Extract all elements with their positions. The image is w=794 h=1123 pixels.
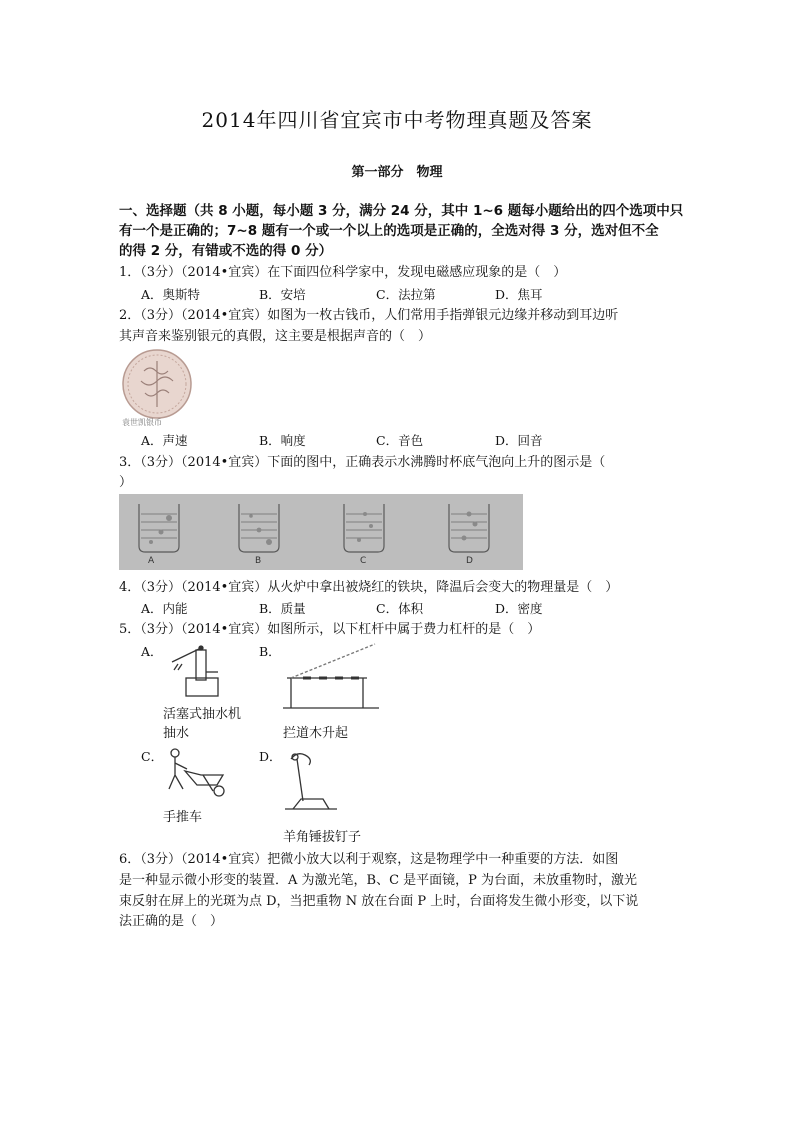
q5-caption-b: 拦道木升起 — [283, 726, 349, 741]
q5-letter-b: B． — [259, 644, 281, 659]
part-subtitle: 第一部分 物理 — [351, 165, 443, 180]
q2-stem-line-1: 2．（3分）（2014•宜宾）如图为一枚古钱币，人们常用手指弹银元边缘并移动到耳边听 — [119, 308, 619, 323]
q3-stem-line-1: 3．（3分）（2014•宜宾）下面的图中，正确表示水沸腾时杯底气泡向上升的图示是（ — [119, 455, 606, 470]
q2-option-a: A．声速 — [141, 433, 188, 448]
q1-option-b: B．安培 — [259, 287, 306, 302]
wheelbarrow-image — [163, 747, 233, 805]
q5-caption-a-line-1: 活塞式抽水机 — [163, 707, 242, 722]
q1-option-c: C．法拉第 — [376, 287, 436, 302]
beaker-label-a: A — [148, 556, 155, 566]
q4-option-c: C．体积 — [376, 601, 424, 616]
q5-letter-a: A． — [141, 644, 163, 659]
q6-stem-line-1: 6．（3分）（2014•宜宾）把微小放大以利于观察，这是物理学中一种重要的方法．如图 — [119, 852, 619, 867]
q4-stem: 4．（3分）（2014•宜宾）从火炉中拿出被烧红的铁块，降温后会变大的物理量是（ ） — [119, 580, 619, 595]
q4-option-b: B．质量 — [259, 601, 306, 616]
section-heading-line-1: 一、选择题（共 8 小题，每小题 3 分，满分 24 分，其中 1~6 题每小题给出的四个选项中只 — [119, 203, 684, 219]
q6-stem-line-4: 法正确的是（ ） — [119, 914, 224, 929]
q2-option-d: D．回音 — [495, 433, 543, 448]
claw-hammer-image — [283, 747, 339, 813]
q1-option-d: D．焦耳 — [495, 287, 543, 302]
q5-stem: 5．（3分）（2014•宜宾）如图所示，以下杠杆中属于费力杠杆的是（ ） — [119, 622, 541, 637]
q1-stem: 1．（3分）（2014•宜宾）在下面四位科学家中，发现电磁感应现象的是（ ） — [119, 265, 567, 280]
q5-letter-d: D． — [259, 749, 282, 764]
q1-option-a: A．奥斯特 — [141, 287, 201, 302]
q6-stem-line-3: 束反射在屏上的光斑为点 D，当把重物 N 放在台面 P 上时，台面将发生微小形变，以下说 — [119, 894, 639, 909]
section-heading-line-3: 的得 2 分，有错或不选的得 0 分） — [119, 243, 333, 259]
beaker-label-d: D — [466, 556, 473, 566]
beaker-label-b: B — [255, 556, 262, 566]
q5-letter-c: C． — [141, 749, 164, 764]
q4-option-a: A．内能 — [141, 601, 188, 616]
beakers-image — [119, 494, 523, 570]
beaker-label-c: C — [360, 556, 367, 566]
q2-option-c: C．音色 — [376, 433, 424, 448]
q3-stem-line-2: ） — [119, 475, 133, 490]
q4-option-d: D．密度 — [495, 601, 543, 616]
page-title: 2014年四川省宜宾市中考物理真题及答案 — [201, 108, 593, 132]
q2-stem-line-2: 其声音来鉴别银元的真假，这主要是根据声音的（ ） — [119, 329, 432, 344]
coin-caption: 袁世凯银币 — [122, 418, 162, 427]
q6-stem-line-2: 是一种显示微小形变的装置．A 为激光笔，B、C 是平面镜，P 为台面，未放重物时，激光 — [119, 873, 638, 888]
q5-caption-d: 羊角锤拔钉子 — [283, 830, 362, 845]
pump-image — [168, 642, 228, 700]
section-heading-line-2: 有一个是正确的；7~8 题有一个或一个以上的选项是正确的，全选对得 3 分，选对但不全 — [119, 223, 659, 239]
barrier-gate-image — [283, 642, 379, 712]
q2-option-b: B．响度 — [259, 433, 306, 448]
q5-caption-c: 手推车 — [163, 810, 203, 825]
q5-caption-a-line-2: 抽水 — [163, 726, 190, 741]
